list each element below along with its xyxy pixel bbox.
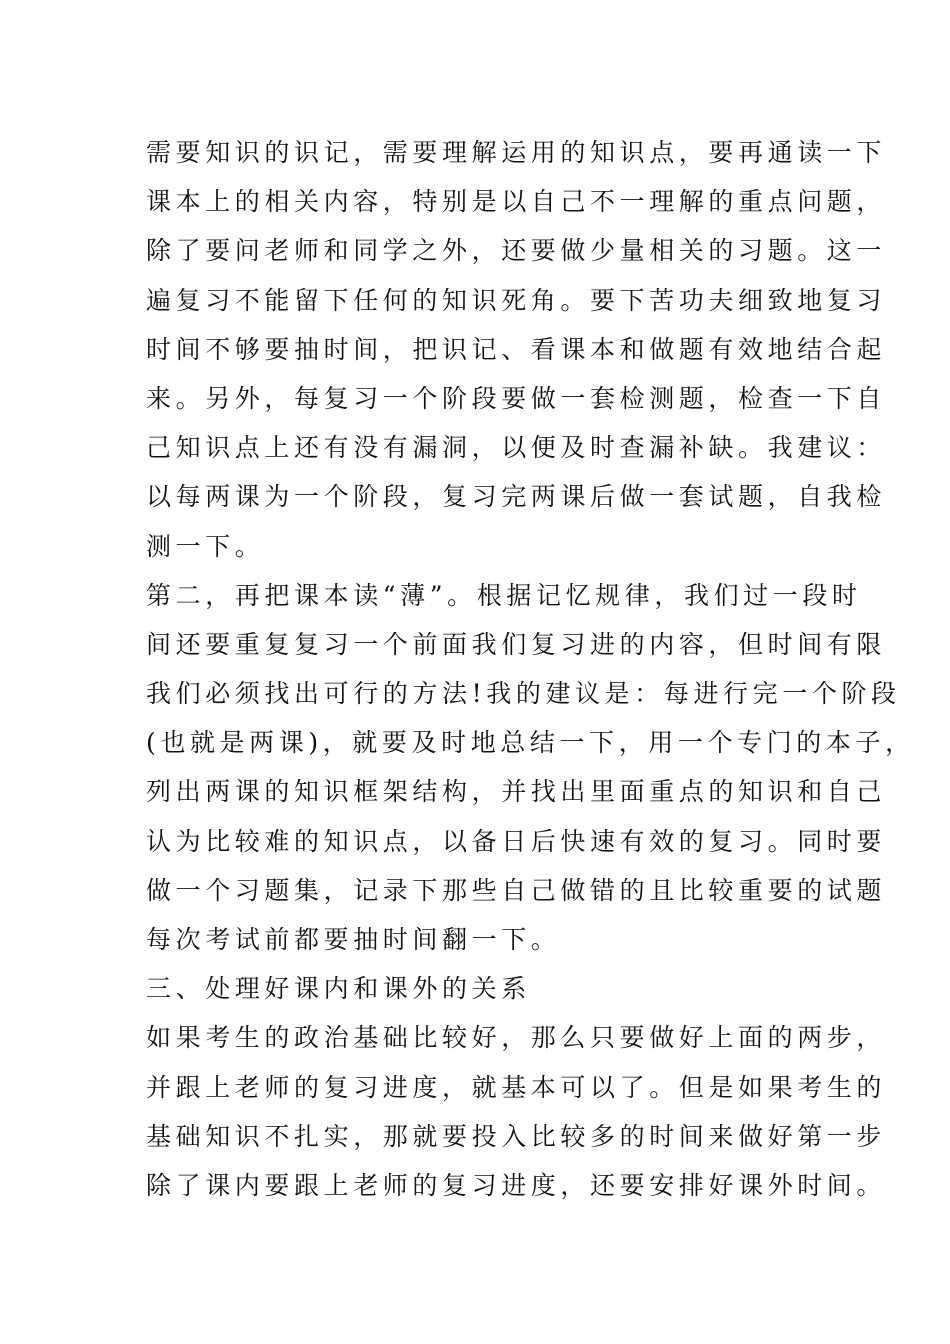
text-line: 做一个习题集，记录下那些自己做错的且比较重要的试题 bbox=[146, 875, 887, 905]
text-line: 第二，再把课本读“薄”。根据记忆规律，我们过一段时 bbox=[146, 580, 862, 610]
text-line: 除了课内要跟上老师的复习进度，还要安排好课外时间。 bbox=[146, 1170, 887, 1200]
text-line: 需要知识的识记，需要理解运用的知识点，要再通读一下 bbox=[146, 138, 887, 167]
text-line: 除了要问老师和同学之外，还要做少量相关的习题。这一 bbox=[146, 236, 887, 266]
text-line: 课本上的相关内容，特别是以自己不一理解的重点问题， bbox=[146, 187, 887, 217]
text-line: (也就是两课)，就要及时地总结一下，用一个专门的本子， bbox=[146, 728, 915, 758]
section-heading: 三、处理好课内和课外的关系 bbox=[146, 974, 531, 1004]
text-line: 我们必须找出可行的方法!我的建议是：每进行完一个阶段 bbox=[146, 679, 901, 709]
text-line: 如果考生的政治基础比较好，那么只要做好上面的两步， bbox=[146, 1023, 887, 1053]
text-line: 己知识点上还有没有漏洞，以便及时查漏补缺。我建议： bbox=[146, 433, 887, 463]
text-line: 来。另外，每复习一个阶段要做一套检测题，检查一下自 bbox=[146, 383, 887, 413]
text-line: 遍复习不能留下任何的知识死角。要下苦功夫细致地复习 bbox=[146, 285, 887, 315]
text-line: 以每两课为一个阶段，复习完两课后做一套试题，自我检 bbox=[146, 482, 887, 512]
text-line: 基础知识不扎实，那就要投入比较多的时间来做好第一步 bbox=[146, 1121, 887, 1151]
text-line: 列出两课的知识框架结构，并找出里面重点的知识和自己 bbox=[146, 777, 887, 807]
text-line: 间还要重复复习一个前面我们复习进的内容，但时间有限 bbox=[146, 629, 887, 659]
text-line: 时间不够要抽时间，把识记、看课本和做题有效地结合起 bbox=[146, 334, 887, 364]
text-line: 并跟上老师的复习进度，就基本可以了。但是如果考生的 bbox=[146, 1072, 887, 1102]
body-text bbox=[146, 128, 915, 1210]
text-line: 测一下。 bbox=[146, 531, 265, 561]
text-line: 每次考试前都要抽时间翻一下。 bbox=[146, 925, 561, 954]
text-line: 认为比较难的知识点，以备日后快速有效的复习。同时要 bbox=[146, 826, 887, 856]
